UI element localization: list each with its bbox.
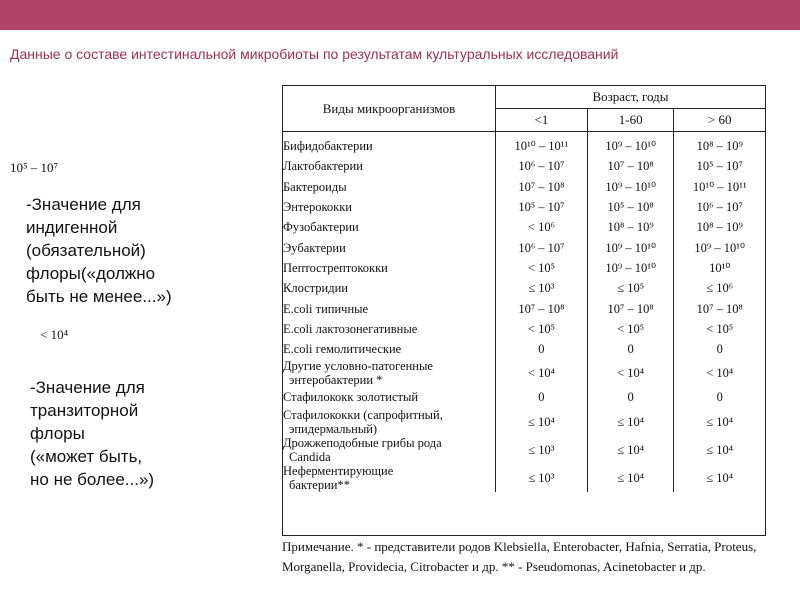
species-name-line: Лактобактерии <box>283 159 363 174</box>
table-row <box>283 464 765 492</box>
species-name-cell <box>283 464 496 492</box>
value-cell: < 10⁵ <box>674 319 765 339</box>
species-name-cell <box>283 408 496 436</box>
table-row <box>283 177 765 197</box>
value-cell: ≤ 10⁴ <box>674 408 765 436</box>
species-name-line: эпидермальный) <box>289 421 378 436</box>
value-cell: 10⁶ – 10⁷ <box>674 197 765 217</box>
value-cell: 10⁷ – 10⁸ <box>518 179 565 194</box>
bullet-transit-flora <box>30 376 220 491</box>
value-cell: < 10⁵ <box>527 321 555 336</box>
species-name-line: Candida <box>289 449 331 464</box>
value-cell: < 10⁶ <box>527 220 555 235</box>
species-name-cell <box>283 387 496 407</box>
value-cell: 10⁷ – 10⁸ <box>587 156 674 176</box>
value-cell: ≤ 10³ <box>528 442 555 457</box>
species-name-line: Бактероиды <box>283 179 347 194</box>
table-row <box>283 387 765 407</box>
species-name-cell <box>283 298 496 318</box>
age-group-header: <1 <box>496 109 588 132</box>
sample-value-max: < 10⁴ <box>40 327 69 342</box>
table-row <box>283 319 765 339</box>
species-name-cell <box>283 132 496 157</box>
value-cell: < 10⁴ <box>527 366 555 381</box>
species-name-line: Фузобактерии <box>283 220 359 235</box>
table-row <box>283 298 765 318</box>
table-row <box>283 258 765 278</box>
age-group-header: > 60 <box>674 109 765 132</box>
table-row <box>283 339 765 359</box>
species-name-line: Неферментирующие <box>283 463 394 478</box>
microbiota-table <box>282 85 766 536</box>
bullet-line: быть не менее...») <box>26 287 172 306</box>
table-footnote: Примечание. * - представители родов Klebsiella, Enterobacter, Hafnia, Serratia, Proteus, Morganella, Providecia, Citrobacter и др. ** - Pseudomonas, Acinetobacter и др. <box>282 539 757 574</box>
age-column-header: Возраст, годы <box>496 86 766 109</box>
table-row <box>283 197 765 217</box>
value-cell: 10⁹ – 10¹⁰ <box>587 237 674 257</box>
value-cell: 10⁹ – 10¹⁰ <box>587 177 674 197</box>
species-name-line: Дрожжеподобные грибы рода <box>283 435 442 450</box>
bullet-line: флоры(«должно <box>26 264 156 283</box>
value-cell: 10⁷ – 10⁸ <box>587 298 674 318</box>
age-group-header: 1-60 <box>587 109 674 132</box>
value-cell: ≤ 10⁴ <box>674 436 765 464</box>
bullet-line: но не более...») <box>30 470 155 489</box>
table-row <box>283 217 765 237</box>
value-cell: 0 <box>538 390 545 405</box>
microbiota-table-grid <box>283 86 765 492</box>
value-cell: 10¹⁰ <box>674 258 765 278</box>
value-cell: 0 <box>587 339 674 359</box>
species-name-cell <box>283 436 496 464</box>
bullet-line: транзиторной <box>30 401 139 420</box>
value-cell: ≤ 10⁴ <box>587 464 674 492</box>
value-cell: 10⁵ – 10⁷ <box>518 200 565 215</box>
value-cell: 10⁹ – 10¹⁰ <box>587 258 674 278</box>
species-name-line: Клостридии <box>283 281 348 296</box>
sample-value-min: 10⁵ – 10⁷ <box>10 160 59 175</box>
species-name-cell <box>283 278 496 298</box>
value-cell: 10⁶ – 10⁷ <box>518 159 565 174</box>
table-row <box>283 132 765 157</box>
value-cell: ≤ 10³ <box>528 470 555 485</box>
value-cell: 10⁵ – 10⁸ <box>587 197 674 217</box>
value-cell: 0 <box>538 342 545 357</box>
value-cell: 10⁹ – 10¹⁰ <box>674 237 765 257</box>
value-cell: < 10⁴ <box>674 359 765 387</box>
bullet-line: флоры <box>30 424 85 443</box>
table-row <box>283 436 765 464</box>
value-cell: < 10⁵ <box>587 319 674 339</box>
value-cell: 10⁹ – 10¹⁰ <box>587 132 674 157</box>
value-cell: ≤ 10⁴ <box>587 408 674 436</box>
species-name-cell <box>283 258 496 278</box>
species-name-cell <box>283 197 496 217</box>
value-cell: < 10⁵ <box>527 260 555 275</box>
top-accent-bar <box>0 0 800 30</box>
species-name-cell <box>283 177 496 197</box>
species-name-line: Пептострептококки <box>283 260 388 275</box>
species-name-line: Бифидобактерии <box>283 139 373 154</box>
species-name-cell <box>283 339 496 359</box>
value-cell: 10⁸ – 10⁹ <box>587 217 674 237</box>
species-column-header: Виды микроорганизмов <box>283 86 496 132</box>
table-row <box>283 237 765 257</box>
species-name-line: энтеробактерии * <box>289 373 383 388</box>
species-name-line: Энтерококки <box>283 200 352 215</box>
table-row <box>283 278 765 298</box>
slide-title: Данные о составе интестинальной микробиоты по результатам культуральных исследований <box>10 46 619 62</box>
value-cell: 10¹⁰ – 10¹¹ <box>514 139 569 154</box>
species-name-cell <box>283 359 496 387</box>
value-cell: 0 <box>587 387 674 407</box>
bullet-indigenous-flora <box>26 193 216 308</box>
species-name-line: Стафилококки (сапрофитный, <box>283 407 443 422</box>
value-cell: 0 <box>674 339 765 359</box>
species-name-line: Эубактерии <box>283 240 346 255</box>
value-cell: 10⁷ – 10⁸ <box>674 298 765 318</box>
value-cell: 10¹⁰ – 10¹¹ <box>674 177 765 197</box>
species-name-cell <box>283 217 496 237</box>
value-cell: ≤ 10⁵ <box>587 278 674 298</box>
value-cell: ≤ 10⁶ <box>674 278 765 298</box>
value-cell: ≤ 10⁴ <box>674 464 765 492</box>
species-name-cell <box>283 156 496 176</box>
species-name-cell <box>283 319 496 339</box>
species-name-line: Стафилококк золотистый <box>283 390 419 405</box>
value-cell: ≤ 10⁴ <box>528 414 555 429</box>
value-cell: 0 <box>674 387 765 407</box>
bullet-line: индигенной <box>26 218 118 237</box>
species-name-cell <box>283 237 496 257</box>
table-body <box>283 132 765 492</box>
species-name-line: бактерии** <box>289 477 350 492</box>
value-cell: < 10⁴ <box>587 359 674 387</box>
species-name-line: E.coli лактозонегативные <box>283 321 418 336</box>
bullet-line: (обязательной) <box>26 241 146 260</box>
bullet-line: -Значение для <box>30 378 145 397</box>
value-cell: 10⁸ – 10⁹ <box>674 132 765 157</box>
species-name-line: Другие условно-патогенные <box>283 359 433 374</box>
table-row <box>283 408 765 436</box>
species-name-line: E.coli гемолитические <box>283 342 402 357</box>
value-cell: ≤ 10⁴ <box>587 436 674 464</box>
value-cell: 10⁶ – 10⁷ <box>518 240 565 255</box>
bullet-line: -Значение для <box>26 195 141 214</box>
table-row <box>283 359 765 387</box>
species-name-line: E.coli типичные <box>283 301 369 316</box>
value-cell: 10⁸ – 10⁹ <box>674 217 765 237</box>
table-row <box>283 156 765 176</box>
bullet-line: («может быть, <box>30 447 143 466</box>
value-cell: ≤ 10³ <box>528 281 555 296</box>
value-cell: 10⁵ – 10⁷ <box>674 156 765 176</box>
value-cell: 10⁷ – 10⁸ <box>518 301 565 316</box>
